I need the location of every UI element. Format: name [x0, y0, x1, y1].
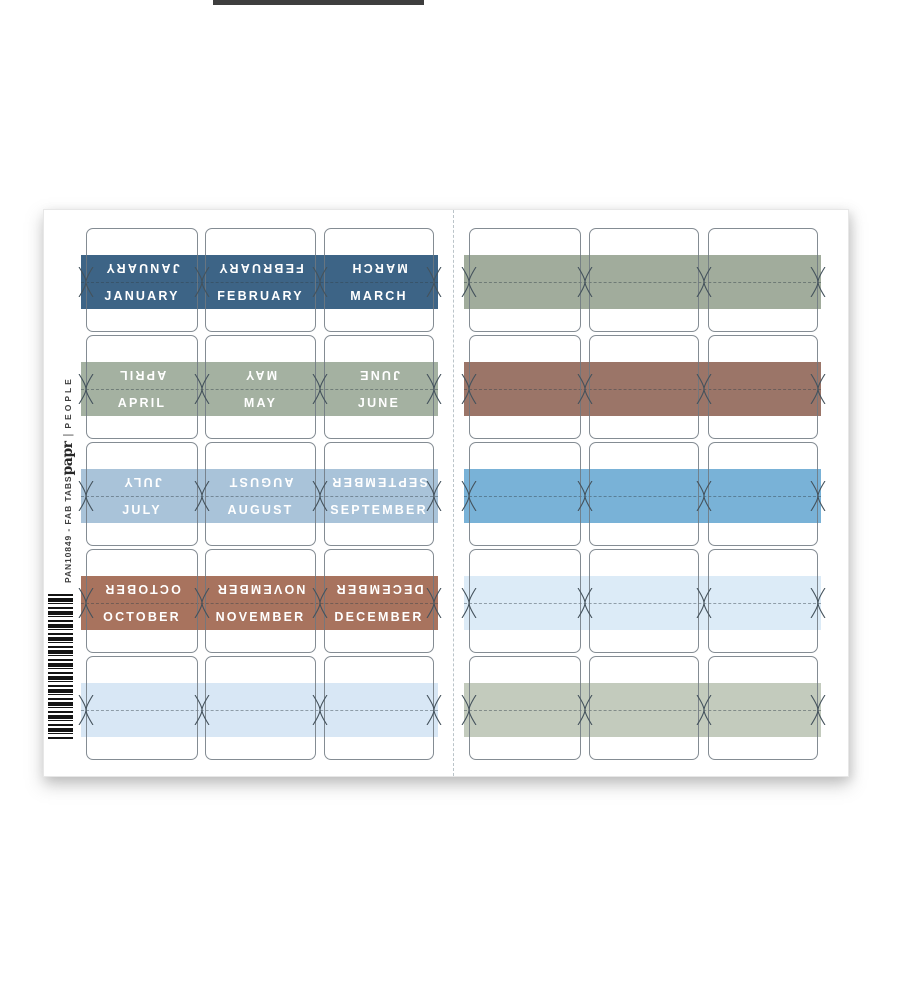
tab-sticker-sheet — [43, 209, 849, 777]
month-label: APRIL — [117, 395, 167, 410]
month-label: DECEMBER — [334, 609, 424, 624]
die-cut-notch-icon — [75, 481, 97, 511]
month-label — [589, 496, 699, 523]
die-cut-notch-icon — [807, 374, 829, 404]
month-label-mirrored — [708, 469, 818, 496]
month-label — [708, 389, 818, 416]
month-tab-labels — [324, 362, 434, 416]
month-tab-labels — [589, 255, 699, 309]
month-tab-labels — [205, 255, 316, 309]
die-cut-notch-icon — [75, 695, 97, 725]
month-label-mirrored — [469, 683, 581, 710]
die-cut-notch-icon — [693, 481, 715, 511]
month-label: MAY — [243, 395, 278, 410]
die-cut-notch-icon — [309, 588, 331, 618]
month-tab-labels — [205, 362, 316, 416]
month-label-mirrored — [469, 576, 581, 603]
die-cut-notch-icon — [693, 695, 715, 725]
brand-divider: | — [62, 433, 74, 437]
month-label-mirrored — [589, 469, 699, 496]
month-tab-labels — [469, 469, 581, 523]
month-label-mirrored: NOVEMBER — [215, 582, 306, 597]
month-label — [205, 710, 316, 737]
month-tab-labels — [205, 469, 316, 523]
die-cut-notch-icon — [693, 588, 715, 618]
month-label — [589, 710, 699, 737]
month-label-mirrored: MAY — [243, 368, 278, 383]
die-cut-notch-icon — [574, 481, 596, 511]
die-cut-notch-icon — [191, 267, 213, 297]
month-label — [469, 496, 581, 523]
month-label: OCTOBER — [103, 609, 181, 624]
brand-group — [60, 376, 76, 475]
month-tab-labels — [708, 469, 818, 523]
month-label: JUNE — [357, 395, 401, 410]
month-tab-labels — [324, 576, 434, 630]
die-cut-notch-icon — [574, 695, 596, 725]
die-cut-notch-icon — [807, 695, 829, 725]
month-label — [589, 282, 699, 309]
month-label: NOVEMBER — [215, 609, 306, 624]
die-cut-notch-icon — [807, 481, 829, 511]
die-cut-notch-icon — [423, 695, 445, 725]
die-cut-notch-icon — [807, 267, 829, 297]
die-cut-notch-icon — [458, 267, 480, 297]
die-cut-notch-icon — [458, 588, 480, 618]
month-tab-labels — [324, 469, 434, 523]
month-label-mirrored: OCTOBER — [103, 582, 181, 597]
die-cut-notch-icon — [423, 481, 445, 511]
month-label-mirrored: JULY — [122, 475, 162, 490]
month-label-mirrored: FEBRUARY — [217, 261, 304, 276]
month-label-mirrored: JUNE — [357, 368, 401, 383]
month-tab-labels — [708, 362, 818, 416]
month-label-mirrored — [708, 683, 818, 710]
center-perforation-line — [453, 210, 454, 776]
month-label-mirrored: SEPTEMBER — [330, 475, 428, 490]
die-cut-notch-icon — [693, 267, 715, 297]
product-code: PAN10849 - FAB TABS — [63, 475, 73, 583]
month-label-mirrored: JANUARY — [104, 261, 180, 276]
month-label-mirrored — [469, 362, 581, 389]
month-label-mirrored — [469, 469, 581, 496]
month-tab-labels — [324, 683, 434, 737]
month-tab-labels — [86, 362, 198, 416]
month-label: JANUARY — [104, 288, 180, 303]
month-label — [708, 282, 818, 309]
month-tab-labels — [708, 683, 818, 737]
die-cut-notch-icon — [574, 374, 596, 404]
die-cut-notch-icon — [423, 267, 445, 297]
die-cut-notch-icon — [191, 695, 213, 725]
month-label-mirrored — [708, 576, 818, 603]
month-tab-labels — [589, 362, 699, 416]
die-cut-notch-icon — [807, 588, 829, 618]
month-tab-labels — [708, 255, 818, 309]
month-label — [324, 710, 434, 737]
month-label-mirrored — [324, 683, 434, 710]
month-tab-labels — [205, 683, 316, 737]
die-cut-notch-icon — [458, 481, 480, 511]
month-tab-labels — [469, 683, 581, 737]
die-cut-notch-icon — [309, 267, 331, 297]
month-tab-labels — [205, 576, 316, 630]
month-tab-labels — [86, 576, 198, 630]
die-cut-notch-icon — [75, 267, 97, 297]
month-tab-labels — [86, 255, 198, 309]
collection-name: PEOPLE — [63, 376, 73, 429]
month-label: AUGUST — [227, 502, 294, 517]
month-label-mirrored — [86, 683, 198, 710]
month-tab-labels — [469, 576, 581, 630]
month-label — [469, 710, 581, 737]
month-label — [589, 603, 699, 630]
month-tab-labels — [708, 576, 818, 630]
die-cut-notch-icon — [458, 374, 480, 404]
month-tab-labels — [469, 255, 581, 309]
die-cut-notch-icon — [75, 588, 97, 618]
die-cut-notch-icon — [75, 374, 97, 404]
die-cut-notch-icon — [458, 695, 480, 725]
die-cut-notch-icon — [693, 374, 715, 404]
month-label — [469, 603, 581, 630]
month-label-mirrored — [469, 255, 581, 282]
month-label: FEBRUARY — [217, 288, 304, 303]
month-tab-labels — [86, 683, 198, 737]
barcode-icon — [48, 594, 73, 739]
die-cut-notch-icon — [309, 374, 331, 404]
month-label: MARCH — [350, 288, 408, 303]
month-label-mirrored: MARCH — [350, 261, 408, 276]
brand-logo: papr — [60, 441, 76, 476]
month-label-mirrored: AUGUST — [227, 475, 294, 490]
die-cut-notch-icon — [574, 267, 596, 297]
month-label: SEPTEMBER — [330, 502, 428, 517]
month-label-mirrored: APRIL — [117, 368, 167, 383]
month-label — [469, 282, 581, 309]
die-cut-notch-icon — [191, 588, 213, 618]
month-label-mirrored — [589, 362, 699, 389]
month-label — [708, 603, 818, 630]
month-tab-labels — [324, 255, 434, 309]
month-tab-labels — [469, 362, 581, 416]
die-cut-notch-icon — [423, 374, 445, 404]
month-label — [469, 389, 581, 416]
month-label-mirrored — [589, 255, 699, 282]
month-label: JULY — [122, 502, 162, 517]
month-tab-labels — [86, 469, 198, 523]
month-label-mirrored — [205, 683, 316, 710]
month-label-mirrored: DECEMBER — [334, 582, 424, 597]
month-label — [708, 710, 818, 737]
month-tab-labels — [589, 576, 699, 630]
die-cut-notch-icon — [423, 588, 445, 618]
month-label — [708, 496, 818, 523]
cropped-banner-remnant — [213, 0, 424, 5]
die-cut-notch-icon — [191, 481, 213, 511]
month-label-mirrored — [589, 683, 699, 710]
month-tab-labels — [589, 469, 699, 523]
die-cut-notch-icon — [191, 374, 213, 404]
month-label-mirrored — [589, 576, 699, 603]
die-cut-notch-icon — [309, 481, 331, 511]
month-label-mirrored — [708, 362, 818, 389]
die-cut-notch-icon — [574, 588, 596, 618]
die-cut-notch-icon — [309, 695, 331, 725]
month-tab-labels — [589, 683, 699, 737]
month-label — [589, 389, 699, 416]
month-label — [86, 710, 198, 737]
month-label-mirrored — [708, 255, 818, 282]
